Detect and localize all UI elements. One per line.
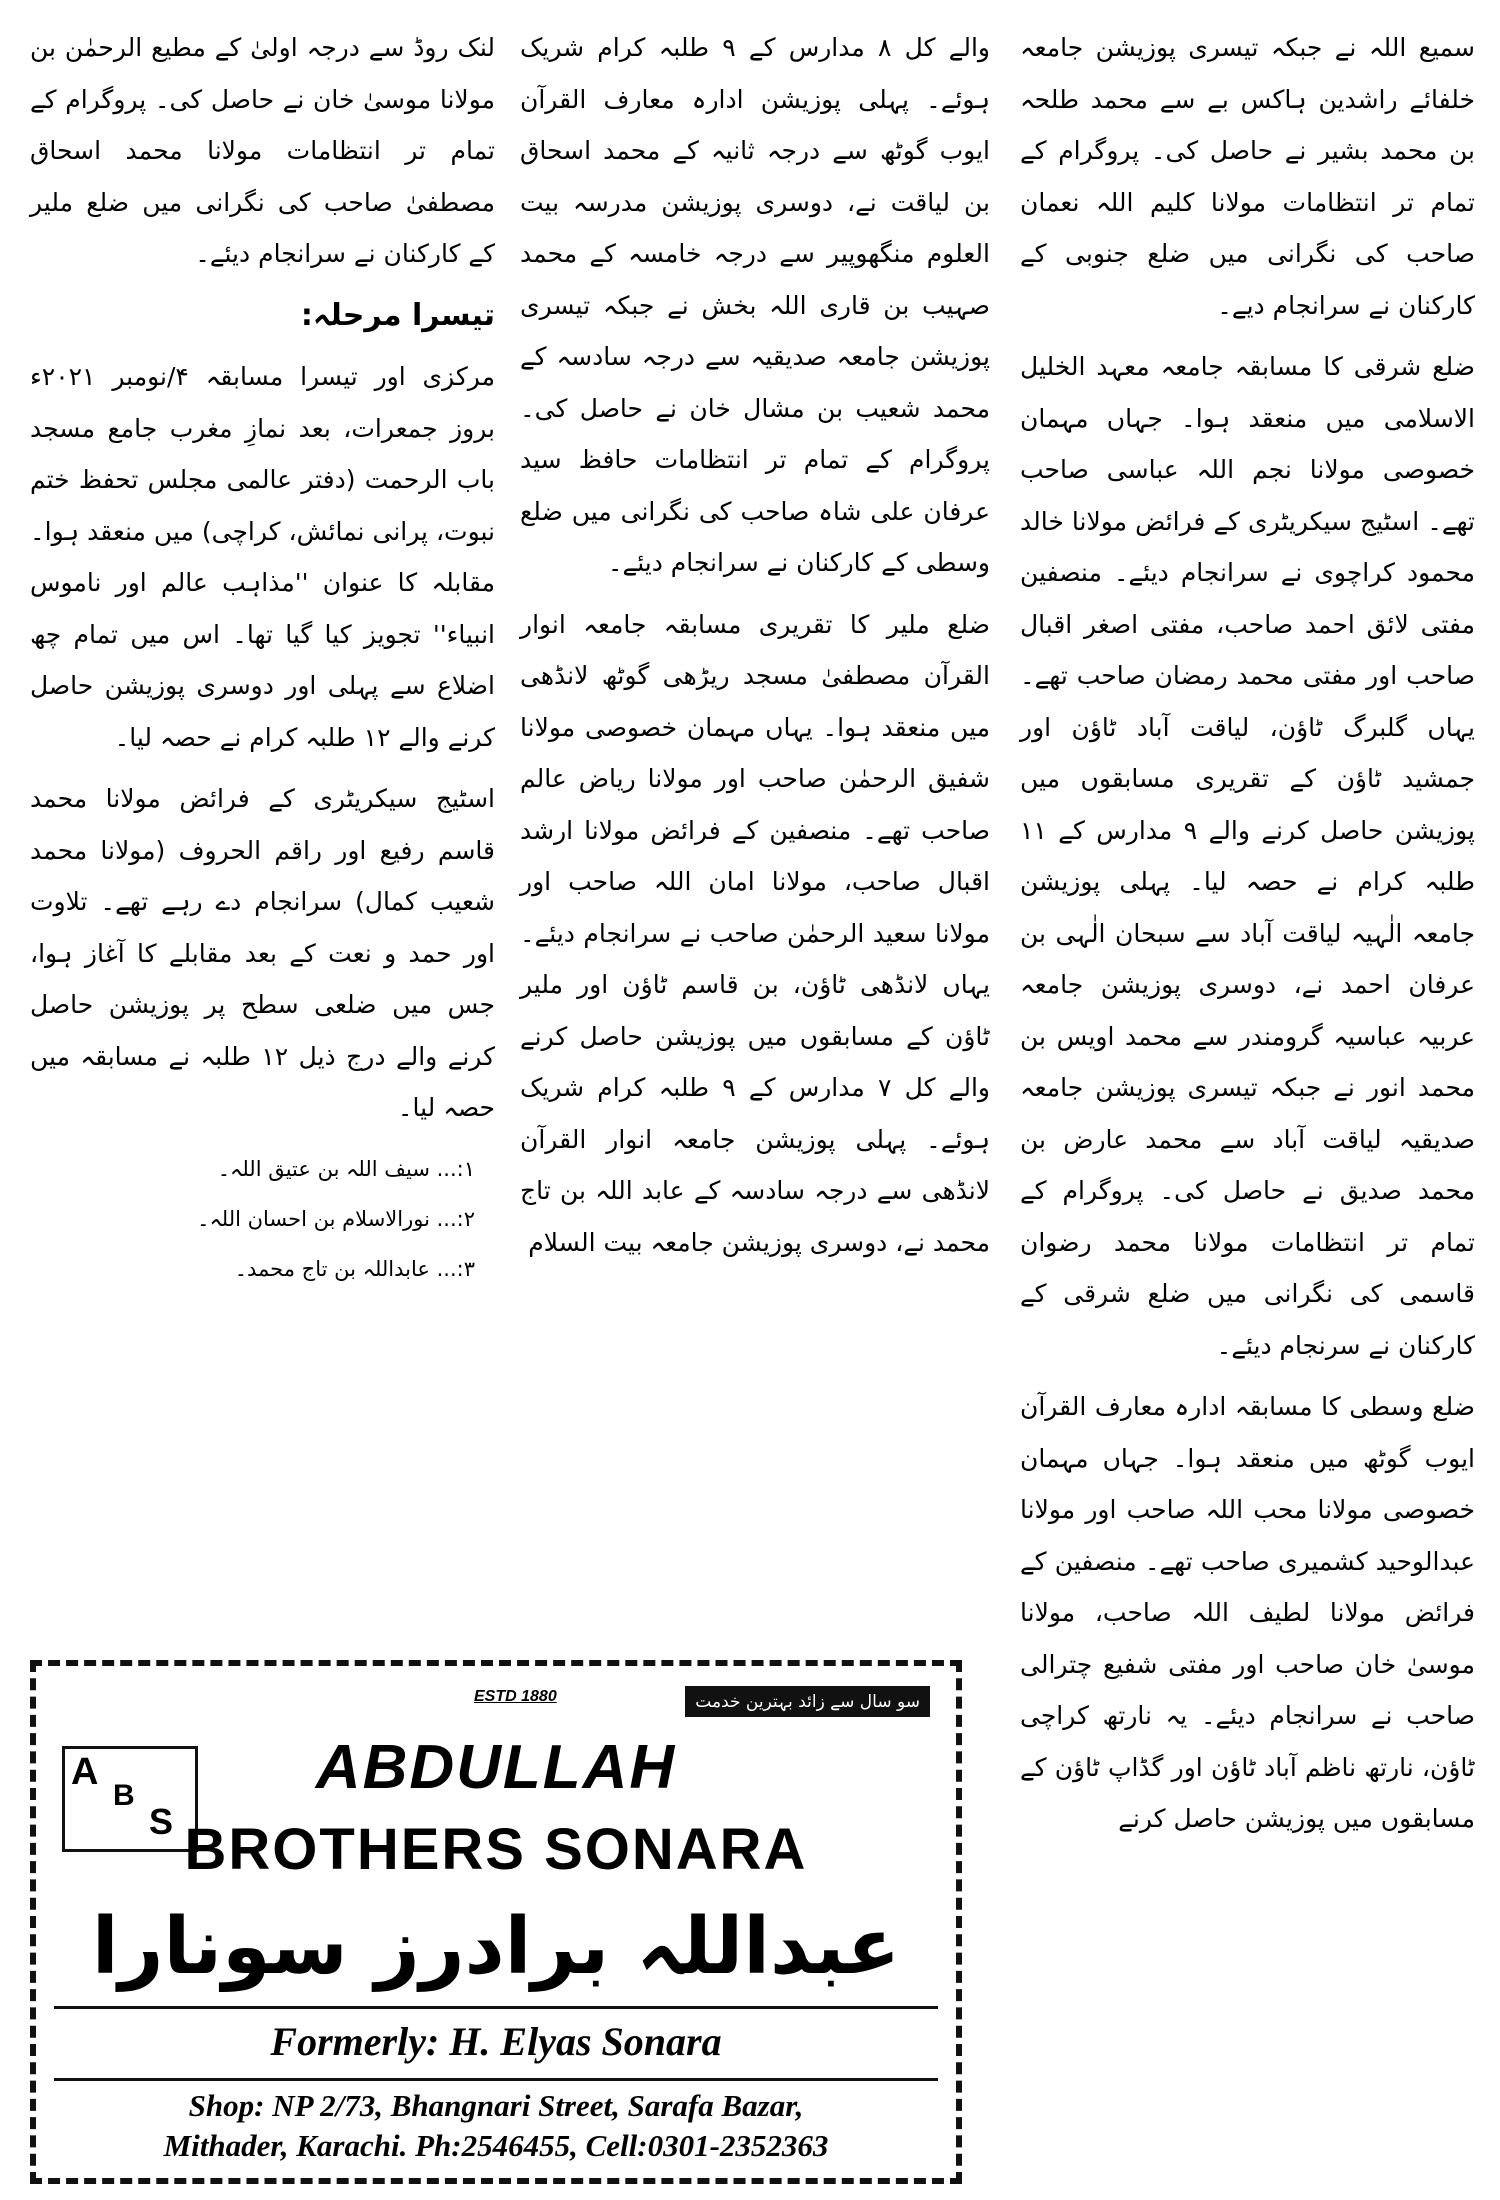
established-label: ESTD 1880 (474, 1688, 557, 1705)
paragraph: لنک روڈ سے درجہ اولیٰ کے مطیع الرحمٰن بن مولانا موسیٰ خان نے حاصل کی۔ پروگرام کے تمام تر انتظامات مولانا محمد اسحاق مصطفیٰ صاحب کی نگرانی میں ضلع ملیر کے کارکنان نے سرانجام دیئے۔ (30, 33, 495, 268)
advertisement-box (30, 1660, 962, 2184)
paragraph: ضلع شرقی کا مسابقہ جامعہ معہد الخلیل الاسلامی میں منعقد ہوا۔ جہاں مہمان خصوصی مولانا نجم اللہ عباسی صاحب تھے۔ اسٹیج سیکریٹری کے فرائض مولانا خالد محمود کراچوی نے سرانجام دیئے۔ منصفین مفتی لائق احمد صاحب، مفتی اصغر اقبال صاحب اور مفتی محمد رمضان صاحب تھے۔ یہاں گلبرگ ٹاؤن، لیاقت آباد ٹاؤن اور جمشید ٹاؤن کے تقریری مسابقوں میں پوزیشن حاصل کرنے والے ۹ مدارس کے ۱۱ طلبہ کرام نے حصہ لیا۔ پہلی پوزیشن جامعہ الٰہیہ لیاقت آباد سے سبحان الٰہی بن عرفان احمد نے، دوسری پوزیشن جامعہ عربیہ عباسیہ گرومندر سے محمد اویس بن محمد انور نے جبکہ تیسری پوزیشن جامعہ صدیقیہ لیاقت آباد سے محمد عارض بن محمد صدیق نے حاصل کی۔ پروگرام کے تمام تر انتظامات مولانا محمد رضوان قاسمی کی نگرانی میں ضلع شرقی کے کارکنان نے سرنجام دیئے۔ (1020, 352, 1475, 1360)
advertisement-content (54, 1684, 938, 2163)
participants-list (30, 1144, 495, 1294)
brand-name-line2: BROTHERS SONARA (184, 1817, 808, 1882)
paragraph: مرکزی اور تیسرا مسابقہ ۴/نومبر ۲۰۲۱ء بروز جمعرات، بعد نمازِ مغرب جامع مسجد باب الرحمت (دفتر عالمی مجلس تحفظ ختم نبوت، پرانی نمائش، کراچی) میں منعقد ہوا۔ مقابلہ کا عنوان ''مذاہب عالم اور ناموس انبیاء'' تجویز کیا گیا تھا۔ اس میں تمام چھ اضلاع سے پہلی اور دوسری پوزیشن حاصل کرنے والے ۱۲ طلبہ کرام نے حصہ لیا۔ (30, 362, 495, 752)
list-item: ۱:... سیف اللہ بن عتیق اللہ۔ (217, 1156, 475, 1181)
formerly-line: Formerly: H. Elyas Sonara (270, 2019, 722, 2064)
logo-letter: S (149, 1801, 174, 1842)
brand-name-urdu: عبداللہ برادرز سونارا (91, 1902, 901, 1992)
address-line: Shop: NP 2/73, Bhangnari Street, Sarafa Bazar, (188, 2088, 804, 2123)
divider (54, 2078, 938, 2081)
article-column-right (1020, 22, 1475, 1855)
paragraph: والے کل ۸ مدارس کے ۹ طلبہ کرام شریک ہوئے۔ پہلی پوزیشن ادارہ معارف القرآن ایوب گوٹھ سے درجہ ثانیہ کے محمد اسحاق بن لیاقت نے، دوسری پوزیشن مدرسہ بیت العلوم منگھوپیر سے درجہ خامسہ کے محمد صہیب بن قاری اللہ بخش نے جبکہ تیسری پوزیشن جامعہ صدیقیہ سے درجہ سادسہ کے محمد شعیب بن مشال خان نے حاصل کی۔ پروگرام کے تمام تر انتظامات حافظ سید عرفان علی شاہ صاحب کی نگرانی میں ضلع وسطی کے کارکنان نے سرانجام دیئے۔ (520, 33, 990, 577)
list-item: ۳:... عابداللہ بن تاج محمد۔ (234, 1256, 475, 1281)
section-heading: تیسرا مرحلہ: (300, 297, 495, 333)
article-column-middle (520, 22, 990, 1278)
logo-letter: A (71, 1751, 99, 1793)
shop-address (54, 2086, 938, 2166)
paragraph: ضلع ملیر کا تقریری مسابقہ جامعہ انوار القرآن مصطفیٰ مسجد ریڑھی گوٹھ لانڈھی میں منعقد ہوا۔ یہاں مہمان خصوصی مولانا شفیق الرحمٰن صاحب اور مولانا ریاض عالم صاحب تھے۔ منصفین کے فرائض مولانا ارشد اقبال صاحب، مولانا امان اللہ صاحب اور مولانا سعید الرحمٰن صاحب نے سرانجام دیئے۔ یہاں لانڈھی ٹاؤن، بن قاسم ٹاؤن اور ملیر ٹاؤن کے مسابقوں میں پوزیشن حاصل کرنے والے کل ۷ مدارس کے ۹ طلبہ کرام شریک ہوئے۔ پہلی پوزیشن جامعہ انوار القرآن لانڈھی سے درجہ سادسہ کے عابد اللہ بن تاج محمد نے، دوسری پوزیشن جامعہ بیت السلام (520, 609, 990, 1257)
service-tagline: سو سال سے زائد بہترین خدمت (685, 1686, 930, 1717)
paragraph: سمیع اللہ نے جبکہ تیسری پوزیشن جامعہ خلفائے راشدین ہاکس بے سے محمد طلحہ بن محمد بشیر نے حاصل کی۔ پروگرام کے تمام تر انتظامات مولانا کلیم اللہ نعمان صاحب کی نگرانی میں ضلع جنوبی کے کارکنان نے سرانجام دیے۔ (1020, 33, 1475, 320)
brand-name-line1: ABDULLAH (315, 1733, 677, 1802)
divider (54, 2006, 938, 2009)
article-column-left (30, 22, 495, 1294)
paragraph: ضلع وسطی کا مسابقہ ادارہ معارف القرآن ایوب گوٹھ میں منعقد ہوا۔ جہاں مہمان خصوصی مولانا محب اللہ صاحب اور مولانا عبدالوحید کشمیری صاحب تھے۔ منصفین کے فرائض مولانا لطیف اللہ صاحب، مولانا موسیٰ خان صاحب اور مفتی شفیع چترالی صاحب نے سرانجام دیئے۔ یہ نارتھ کراچی ٹاؤن، نارتھ ناظم آباد ٹاؤن اور گڈاپ ٹاؤن کے مسابقوں میں پوزیشن حاصل کرنے (1020, 1392, 1475, 1833)
paragraph: اسٹیج سیکریٹری کے فرائض مولانا محمد قاسم رفیع اور راقم الحروف (مولانا محمد شعیب کمال) سرانجام دے رہے تھے۔ تلاوت اور حمد و نعت کے بعد مقابلے کا آغاز ہوا، جس میں ضلعی سطح پر پوزیشن حاصل کرنے والے درج ذیل ۱۲ طلبہ نے مسابقہ میں حصہ لیا۔ (30, 784, 495, 1122)
address-line: Mithader, Karachi. Ph:2546455, Cell:0301-2352363 (163, 2128, 829, 2163)
logo-letter: B (113, 1779, 135, 1812)
list-item: ۲:... نورالاسلام بن احسان اللہ۔ (197, 1206, 475, 1231)
